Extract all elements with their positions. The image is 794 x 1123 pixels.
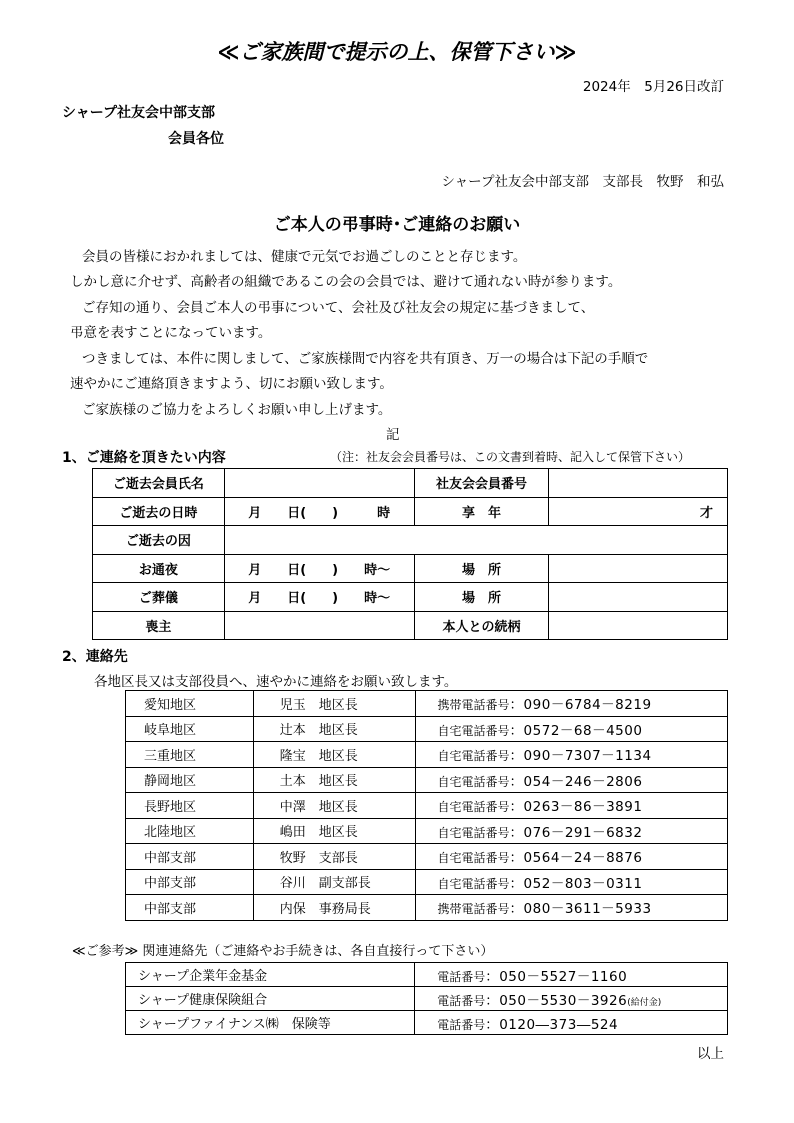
contact-phone: ：080－3611－5933 bbox=[509, 901, 652, 918]
contact-phone-cell bbox=[415, 895, 727, 921]
contact-area: 愛知地区 bbox=[126, 691, 254, 717]
recipient-org: シャープ社友会中部支部 bbox=[62, 105, 216, 121]
body-line: 速やかにご連絡頂きますよう、切にお願い致します。 bbox=[70, 376, 393, 392]
label-funeral: ご葬儀 bbox=[93, 583, 225, 612]
field-cause bbox=[224, 526, 727, 555]
reference-phone: ：050－5527－1160 bbox=[485, 968, 628, 985]
table-row bbox=[126, 1011, 728, 1035]
label-wake: お通夜 bbox=[93, 554, 225, 583]
contact-phone-cell bbox=[415, 742, 727, 768]
recipient-members: 会員各位 bbox=[168, 131, 224, 147]
field-member-number bbox=[549, 469, 728, 498]
contact-phone: ：0564－24－8876 bbox=[509, 850, 643, 867]
body-line: つきましては、本件に関しまして、ご家族様間で内容を共有頂き、万一の場合は下記の手順で bbox=[82, 351, 649, 367]
contact-area: 中部支部 bbox=[126, 869, 254, 895]
table-row bbox=[126, 844, 728, 870]
contact-phone: ：054－246－2806 bbox=[509, 773, 643, 790]
document-title: ≪ご家族間で提示の上、保管下さい≫ bbox=[217, 40, 577, 64]
contact-area: 中部支部 bbox=[126, 895, 254, 921]
table-row bbox=[126, 987, 728, 1011]
reference-phone-cell bbox=[415, 963, 728, 987]
subject-heading: ご本人の弔事時･ご連絡のお願い bbox=[273, 215, 521, 235]
contact-area: 中部支部 bbox=[126, 844, 254, 870]
contact-phone-type: 自宅電話番号 bbox=[437, 800, 510, 815]
contact-person: 土本 地区長 bbox=[253, 767, 415, 793]
reference-table bbox=[125, 962, 728, 1035]
field-death-date: 月 日( ) 時 bbox=[224, 497, 414, 526]
section2-heading: 2、連絡先 bbox=[62, 649, 128, 665]
table-row bbox=[126, 869, 728, 895]
info-table bbox=[92, 468, 728, 640]
reference-phone-cell bbox=[415, 1011, 728, 1035]
contact-person: 嶋田 地区長 bbox=[253, 818, 415, 844]
contact-person: 内保 事務局長 bbox=[253, 895, 415, 921]
label-chief-mourner: 喪主 bbox=[93, 611, 225, 640]
field-wake-date: 月 日( ) 時～ bbox=[224, 554, 414, 583]
body-line: ご存知の通り、会員ご本人の弔事について、会社及び社友会の規定に基づきまして、 bbox=[82, 300, 595, 316]
contact-phone-cell bbox=[415, 691, 727, 717]
reference-phone: ：0120―373―524 bbox=[485, 1016, 619, 1033]
table-row bbox=[126, 716, 728, 742]
label-wake-place: 場 所 bbox=[414, 554, 549, 583]
contact-person: 中澤 地区長 bbox=[253, 793, 415, 819]
reference-org: シャープ企業年金基金 bbox=[126, 963, 415, 987]
contact-phone-type: 自宅電話番号 bbox=[437, 851, 510, 866]
body-line: 会員の皆様におかれましては、健康で元気でお過ごしのことと存じます。 bbox=[82, 249, 527, 265]
section1-heading: 1、ご連絡を頂きたい内容 bbox=[62, 450, 226, 466]
body-line: ご家族様のご協力をよろしくお願い申し上げます。 bbox=[82, 402, 392, 418]
reference-org: シャープ健康保険組合 bbox=[126, 987, 415, 1011]
label-death-date: ご逝去の日時 bbox=[93, 497, 225, 526]
contact-phone-cell bbox=[415, 844, 727, 870]
contact-area: 三重地区 bbox=[126, 742, 254, 768]
label-funeral-place: 場 所 bbox=[414, 583, 549, 612]
contact-phone: ：0263－86－3891 bbox=[509, 799, 643, 816]
contact-phone: ：076－291－6832 bbox=[509, 824, 643, 841]
label-member-number: 社友会会員番号 bbox=[414, 469, 549, 498]
contact-phone-type: 自宅電話番号 bbox=[437, 825, 510, 840]
contact-person: 隆宝 地区長 bbox=[253, 742, 415, 768]
reference-phone-cell bbox=[415, 987, 728, 1011]
table-row bbox=[126, 742, 728, 768]
field-chief-mourner bbox=[224, 611, 414, 640]
table-row bbox=[93, 554, 728, 583]
body-line: しかし意に介せず、高齢者の組織であるこの会の会員では、避けて通れない時が参ります。 bbox=[70, 274, 622, 290]
table-row bbox=[93, 526, 728, 555]
label-cause: ご逝去の因 bbox=[93, 526, 225, 555]
sender: シャープ社友会中部支部 支部長 牧野 和弘 bbox=[441, 174, 724, 190]
field-age: 才 bbox=[549, 497, 728, 526]
contact-phone: ：090－7307－1134 bbox=[509, 748, 652, 765]
reference-note: (給付金) bbox=[627, 997, 662, 1008]
contact-phone: ：090－6784－8219 bbox=[509, 697, 652, 714]
reference-phone-label: 電話番号 bbox=[437, 969, 486, 984]
body-line: 弔意を表すことになっています。 bbox=[70, 325, 272, 341]
closing-text: 以上 bbox=[697, 1046, 724, 1062]
ki-mark: 記 bbox=[386, 427, 400, 443]
contact-phone-cell bbox=[415, 716, 727, 742]
table-row bbox=[126, 793, 728, 819]
contact-phone-type: 自宅電話番号 bbox=[437, 774, 510, 789]
contact-phone-type: 自宅電話番号 bbox=[437, 723, 510, 738]
label-deceased-name: ご逝去会員氏名 bbox=[93, 469, 225, 498]
contact-phone-type: 携帯電話番号 bbox=[437, 698, 510, 713]
contact-phone-cell bbox=[415, 793, 727, 819]
contact-phone-type: 自宅電話番号 bbox=[437, 876, 510, 891]
contact-phone-cell bbox=[415, 767, 727, 793]
reference-phone-label: 電話番号 bbox=[437, 993, 486, 1008]
contact-phone: ：0572－68－4500 bbox=[509, 722, 643, 739]
contact-person: 谷川 副支部長 bbox=[253, 869, 415, 895]
table-row bbox=[93, 583, 728, 612]
field-deceased-name bbox=[224, 469, 414, 498]
reference-phone: ：050－5530－3926 bbox=[485, 992, 628, 1009]
contact-table bbox=[125, 690, 728, 921]
table-row bbox=[93, 497, 728, 526]
field-relation bbox=[549, 611, 728, 640]
contact-phone-cell bbox=[415, 869, 727, 895]
section2-intro: 各地区長又は支部役員へ、速やかに連絡をお願い致します。 bbox=[94, 674, 458, 690]
contact-area: 岐阜地区 bbox=[126, 716, 254, 742]
table-row bbox=[126, 767, 728, 793]
revision-date: 2024年 5月26日改訂 bbox=[582, 79, 724, 95]
table-row bbox=[93, 611, 728, 640]
table-row bbox=[126, 818, 728, 844]
contact-area: 静岡地区 bbox=[126, 767, 254, 793]
contact-person: 辻本 地区長 bbox=[253, 716, 415, 742]
section1-note: （注：社友会会員番号は、この文書到着時、記入して保管下さい） bbox=[330, 450, 691, 464]
contact-phone-cell bbox=[415, 818, 727, 844]
label-relation: 本人との続柄 bbox=[414, 611, 549, 640]
contact-phone-type: 自宅電話番号 bbox=[437, 749, 510, 764]
reference-heading: ≪ご参考≫ 関連連絡先（ご連絡やお手続きは、各自直接行って下さい） bbox=[72, 944, 494, 959]
field-funeral-place bbox=[549, 583, 728, 612]
contact-person: 児玉 地区長 bbox=[253, 691, 415, 717]
reference-phone-label: 電話番号 bbox=[437, 1017, 486, 1032]
contact-person: 牧野 支部長 bbox=[253, 844, 415, 870]
table-row bbox=[126, 963, 728, 987]
field-wake-place bbox=[549, 554, 728, 583]
contact-area: 長野地区 bbox=[126, 793, 254, 819]
table-row bbox=[126, 691, 728, 717]
contact-phone-type: 携帯電話番号 bbox=[437, 902, 510, 917]
contact-phone: ：052－803－0311 bbox=[509, 875, 643, 892]
reference-org: シャープファイナンス㈱ 保険等 bbox=[126, 1011, 415, 1035]
table-row bbox=[93, 469, 728, 498]
table-row bbox=[126, 895, 728, 921]
contact-area: 北陸地区 bbox=[126, 818, 254, 844]
field-funeral-date: 月 日( ) 時～ bbox=[224, 583, 414, 612]
label-age: 享 年 bbox=[414, 497, 549, 526]
